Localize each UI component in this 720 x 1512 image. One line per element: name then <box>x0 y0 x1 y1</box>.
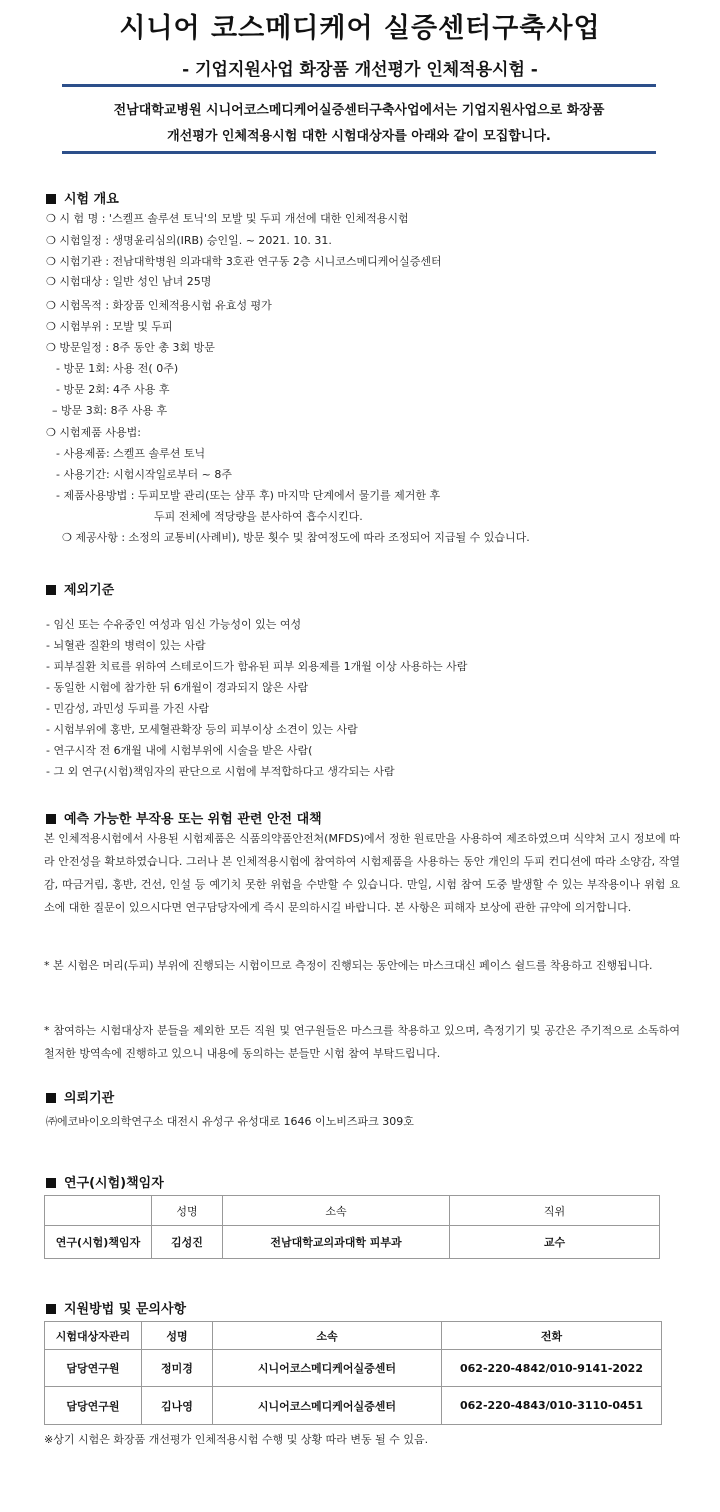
table-cell: 담당연구원 <box>45 1350 142 1387</box>
contact-note: ※상기 시험은 화장품 개선평가 인체적용시험 수행 및 상황 따라 변동 될 수 있음. <box>44 1433 429 1446</box>
overview-line: ❍ 시 험 명 : '스켈프 솔루션 토닉'의 모발 및 두피 개선에 대한 인체적용시험 <box>46 212 409 225</box>
page-title: 시니어 코스메디케어 실증센터구축사업 <box>119 13 601 44</box>
overview-line: ❍ 시험기관 : 전남대학병원 의과대학 3호관 연구동 2층 시니코스메디케어실증센터 <box>46 255 442 268</box>
table-cell: 시니어코스메디케어실증센터 <box>213 1387 442 1425</box>
safety-heading: 예측 가능한 부작용 또는 위험 관련 안전 대책 <box>46 808 322 827</box>
square-bullet-icon <box>46 585 56 595</box>
square-bullet-icon <box>46 1093 56 1103</box>
table-cell: 김성진 <box>152 1226 223 1259</box>
square-bullet-icon <box>46 194 56 204</box>
sponsor-heading: 의뢰기관 <box>46 1087 114 1106</box>
square-bullet-icon <box>46 1178 56 1188</box>
page-subtitle: - 기업지원사업 화장품 개선평가 인체적용시험 - <box>182 60 538 80</box>
overview-line: - 사용기간: 시험시작일로부터 ~ 8주 <box>56 468 233 481</box>
exclusion-item: - 그 외 연구(시험)책임자의 판단으로 시험에 부적합하다고 생각되는 사람 <box>46 765 395 778</box>
exclusion-item: - 연구시작 전 6개월 내에 시험부위에 시술을 받은 사람( <box>46 744 313 757</box>
overview-line: 두피 전체에 적당량을 분사하여 흡수시킨다. <box>154 510 363 523</box>
table-header-row <box>45 1322 662 1350</box>
table-header-cell: 소속 <box>213 1322 442 1350</box>
square-bullet-icon <box>46 814 56 824</box>
exclusion-item: - 동일한 시험에 참가한 뒤 6개월이 경과되지 않은 사람 <box>46 681 309 694</box>
pi-table <box>44 1195 660 1259</box>
table-header-cell: 시험대상자관리 <box>45 1322 142 1350</box>
overview-line: - 제품사용방법 : 두피모발 관리(또는 샴푸 후) 마지막 단계에서 물기를 제거한 후 <box>56 489 441 502</box>
overview-line: - 사용제품: 스켈프 솔루션 토닉 <box>56 447 206 460</box>
exclusion-item: - 시험부위에 홍반, 모세혈관확장 등의 피부이상 소견이 있는 사람 <box>46 723 358 736</box>
overview-line: ❍ 시험제품 사용법: <box>46 426 141 439</box>
table-row <box>45 1226 660 1259</box>
safety-paragraph: 본 인체적용시험에서 사용된 시험제품은 식품의약품안전처(MFDS)에서 정한 원료만을 사용하여 제조하였으며 식약처 고시 정보에 따라 안전성을 확보하였습니다. 그러나 본 인체적용시험에 참여하여 시험제품을 사용하는 동안 개인의 두피 컨디션에 따라 소양감, 작열감, 따금거림, 홍반, 건선, 인설 등 예기치 못한 위험을 수반할 수 있습니다. 만일, 시험 참여 도중 발생할 수 있는 부작용이나 위험 요소에 대한 질문이 있으시다면 연구담당자에게 즉시 문의하시길 바랍니다. 본 사항은 피해자 보상에 관한 규약에 의거합니다. <box>44 832 680 914</box>
pi-heading: 연구(시험)책임자 <box>46 1172 164 1191</box>
intro-line-2: 개선평가 인체적용시험 대한 시험대상자를 아래와 같이 모집합니다. <box>167 129 551 144</box>
overview-line: ❍ 시험목적 : 화장품 인체적용시험 유효성 평가 <box>46 299 272 312</box>
table-header-cell: 전화 <box>442 1322 662 1350</box>
overview-line: - 방문 2회: 4주 사용 후 <box>56 383 170 396</box>
safety-note-faceshield: * 본 시험은 머리(두피) 부위에 진행되는 시험이므로 측정이 진행되는 동안에는 마스크대신 페이스 쉴드를 착용하고 진행됩니다. <box>44 959 653 972</box>
overview-line: ❍ 시험부위 : 모발 및 두피 <box>46 320 173 333</box>
table-cell: 062-220-4842/010-9141-2022 <box>442 1350 662 1387</box>
table-cell: 정미경 <box>142 1350 213 1387</box>
safety-note-mask: * 참여하는 시험대상자 분들을 제외한 모든 직원 및 연구원들은 마스크를 착용하고 있으며, 측정기기 및 공간은 주기적으로 소독하여 철저한 방역속에 진행하고 있으니 내용에 동의하는 분들만 시험 참여 부탁드립니다. <box>44 1024 680 1060</box>
exclusion-item: - 피부질환 치료를 위하여 스테로이드가 함유된 피부 외용제를 1개월 이상 사용하는 사람 <box>46 660 468 673</box>
exclusion-item: - 임신 또는 수유중인 여성과 임신 가능성이 있는 여성 <box>46 618 302 631</box>
table-header-cell: 소속 <box>223 1196 450 1226</box>
overview-line: ❍ 시험일정 : 생명윤리심의(IRB) 승인일. ~ 2021. 10. 31. <box>46 234 332 247</box>
sponsor-text: ㈜에코바이오의학연구소 대전시 유성구 유성대로 1646 이노비즈파크 309호 <box>46 1115 414 1128</box>
table-cell: 연구(시험)책임자 <box>45 1226 152 1259</box>
overview-line: ❍ 시험대상 : 일반 성인 남녀 25명 <box>46 275 212 288</box>
contact-heading: 지원방법 및 문의사항 <box>46 1298 186 1317</box>
table-header-cell <box>45 1196 152 1226</box>
intro-box <box>62 84 656 154</box>
table-cell: 062-220-4843/010-3110-0451 <box>442 1387 662 1425</box>
table-header-cell: 성명 <box>152 1196 223 1226</box>
square-bullet-icon <box>46 1304 56 1314</box>
exclusion-heading: 제외기준 <box>46 579 114 598</box>
table-cell: 김나영 <box>142 1387 213 1425</box>
intro-line-1: 전남대학교병원 시니어코스메디케어실증센터구축사업에서는 기업지원사업으로 화장품 <box>113 103 605 118</box>
overview-heading: 시험 개요 <box>46 188 119 207</box>
overview-line: ❍ 제공사항 : 소정의 교통비(사례비), 방문 횟수 및 참여정도에 따라 조정되어 지급될 수 있습니다. <box>62 531 530 544</box>
exclusion-item: - 민감성, 과민성 두피를 가진 사람 <box>46 702 210 715</box>
table-cell: 교수 <box>450 1226 660 1259</box>
contact-table <box>44 1321 662 1425</box>
table-header-row <box>45 1196 660 1226</box>
table-cell: 전남대학교의과대학 피부과 <box>223 1226 450 1259</box>
table-cell: 시니어코스메디케어실증센터 <box>213 1350 442 1387</box>
overview-line: ❍ 방문일정 : 8주 동안 총 3회 방문 <box>46 341 215 354</box>
table-header-cell: 성명 <box>142 1322 213 1350</box>
table-row <box>45 1350 662 1387</box>
table-row <box>45 1387 662 1425</box>
overview-line: - 방문 1회: 사용 전( 0주) <box>56 362 179 375</box>
table-cell: 담당연구원 <box>45 1387 142 1425</box>
exclusion-item: - 뇌혈관 질환의 병력이 있는 사람 <box>46 639 206 652</box>
table-header-cell: 직위 <box>450 1196 660 1226</box>
overview-line: – 방문 3회: 8주 사용 후 <box>52 404 168 417</box>
